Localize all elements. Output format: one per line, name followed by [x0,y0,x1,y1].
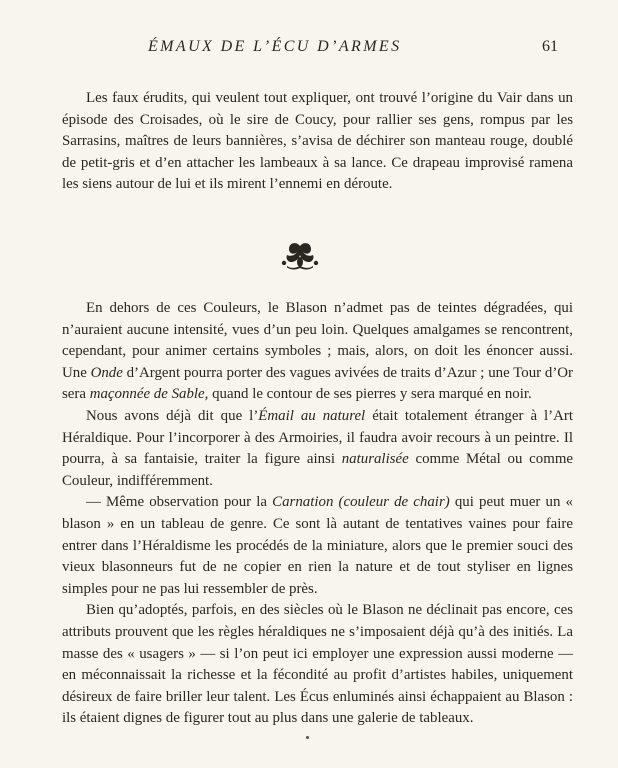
page-header [0,38,618,60]
fleuron-icon [281,240,319,270]
paragraph: Les faux érudits, qui veulent tout expliquer, ont trouvé l’origine du Vair dans un épisode des Croisades, où le sire de Coucy, pour rallier ses gens, rompus par les Sarrasins, maîtres de leurs bannières, s’avisa de déchirer son manteau rouge, doublé de petit-gris et d’en attacher les lambeaux à sa lance. Ce drapeau improvisé ramena les siens autour de lui et ils mirent l’ennemi en déroute. [62,90,573,193]
running-title: ÉMAUX DE L’ÉCU D’ARMES [148,38,402,55]
paragraph: En dehors de ces Couleurs, le Blason n’admet pas de teintes dégradées, qui n’auraient aucune intensité, vues d’un peu loin. Quelques amalgames se rencontrent, cependant, pour animer certains symboles ; mais, alors, on doit les énoncer aussi. Une Onde d’Argent pourra porter des vagues avivées de traits d’Azur ; une Tour d’Or sera maçonnée de Sable, quand le contour de ses pierres y sera marqué en noir. [62,300,573,403]
printer-mark [306,736,309,739]
page-number: 61 [542,38,558,55]
paragraph-block-1 [62,88,573,196]
paragraph: Nous avons déjà dit que l’Émail au naturel était totalement étranger à l’Art Héraldique. Pour l’incorporer à des Armoiries, il faudra avoir recours à un peintre. Il pourra, à sa fantaisie, traiter la figure ainsi naturalisée comme Métal ou comme Couleur, indifféremment. [62,407,574,489]
paragraph: — Même observation pour la Carnation (couleur de chair) qui peut muer un « blason » en un tableau de genre. Ce sont là autant de tentatives vaines pour faire entrer dans l’Héraldisme les procédés de la miniature, alors que le premier souci des vieux blasonneurs fut de ne copier en rien la nature et de tout styliser en lignes simples pour ne pas lui ressembler de près. [62,494,573,597]
paragraph: Bien qu’adoptés, parfois, en des siècles où le Blason ne déclinait pas encore, ces attributs prouvent que les règles héraldiques ne s’imposaient déjà qu’à des initiés. La masse des « usagers » — si l’on peut ici employer une expression aussi moderne — en méconnaissait la richesse et la fécondité au profit d’artistes habiles, uniquement désireux de faire briller leur talent. Les Écus enluminés ainsi échappaient au Blason : ils étaient dignes de figurer tout au plus dans une galerie de tableaux. [62,602,573,727]
paragraph-block-2 [62,298,573,730]
